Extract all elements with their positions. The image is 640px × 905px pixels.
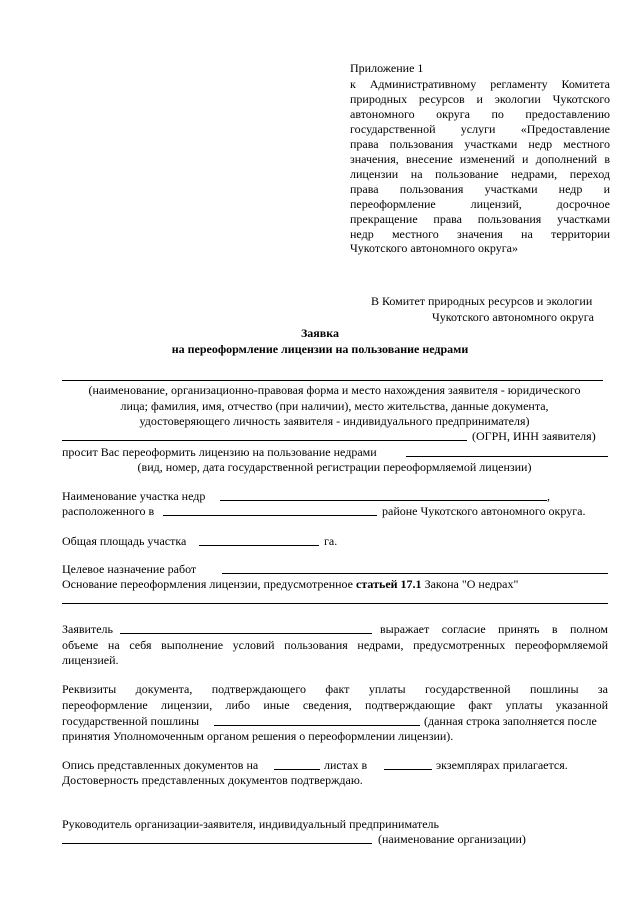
appendix-line: лицензии на пользование недрами, переход <box>350 167 610 181</box>
inventory-part-2: листах в <box>324 758 368 772</box>
area-field[interactable] <box>199 545 319 546</box>
inventory-part-1: Опись представленных документов на <box>62 758 259 772</box>
appendix-line: природных ресурсов и экологии Чукотского <box>350 92 610 106</box>
consent-line-2: объеме на себя выполнение условий пользования недрами, предусмотренных переоформляемой <box>62 638 608 652</box>
appendix-line: автономного округа по предоставлению <box>350 107 610 121</box>
area-label: Общая площадь участка <box>62 534 187 548</box>
payment-line-4: принятия Уполномоченным органом решения о переоформлении лицензии). <box>62 729 454 743</box>
appendix-line: значения, внесение изменений и дополнений в <box>350 152 610 166</box>
applicant-hint-1: (наименование, организационно-правовая форма и место нахождения заявителя - юридического <box>88 383 581 397</box>
license-hint: (вид, номер, дата государственной регистрации переоформляемой лицензии) <box>137 460 532 474</box>
applicant-hint-2: лица; фамилия, имя, отчество (при наличии), место жительства, данные документа, <box>120 399 549 413</box>
payment-line-2: переоформление лицензии, либо иные сведения, подтверждающие факт уплаты указанной <box>62 698 608 712</box>
organization-name-field[interactable] <box>62 843 372 844</box>
appendix-last-line: Чукотского автономного округа» <box>350 241 518 255</box>
site-name-label: Наименование участка недр <box>62 489 206 503</box>
appendix-line: права пользования участками недр местного <box>350 137 610 151</box>
basis-text-after: Закона "О недрах" <box>421 577 519 591</box>
request-text: просит Вас переоформить лицензию на пользование недрами <box>62 445 377 459</box>
site-name-field[interactable] <box>220 500 547 501</box>
area-unit: га. <box>324 534 338 548</box>
appendix-line: переоформление лицензий, досрочное <box>350 197 610 211</box>
applicant-name-field[interactable] <box>62 380 603 381</box>
site-location-end: районе Чукотского автономного округа. <box>382 504 586 518</box>
appendix-line: к Административному регламенту Комитета <box>350 77 610 91</box>
appendix-line: прекращение права пользования участками <box>350 212 610 226</box>
appendix-line: государственной услуги «Предоставление <box>350 122 610 136</box>
sheets-count-field[interactable] <box>274 769 320 770</box>
payment-field[interactable] <box>214 725 420 726</box>
payment-line-1: Реквизиты документа, подтверждающего факт уплаты государственной пошлины за <box>62 682 608 696</box>
document-subtitle: на переоформление лицензии на пользование недрами <box>171 342 469 356</box>
license-field[interactable] <box>406 456 608 457</box>
copies-count-field[interactable] <box>384 769 432 770</box>
consent-line-3: лицензией. <box>62 653 119 667</box>
inventory-confirm: Достоверность представленных документов подтверждаю. <box>62 773 363 787</box>
basis-text-before: Основание переоформления лицензии, предусмотренное <box>62 577 357 591</box>
basis-line <box>62 576 518 592</box>
payment-line-3-start: государственной пошлины <box>62 714 200 728</box>
consent-label: Заявитель <box>62 622 113 636</box>
site-name-end: , <box>547 489 550 503</box>
payment-line-3-end: (данная строка заполняется после <box>424 714 597 728</box>
document-title: Заявка <box>300 326 340 340</box>
applicant-hint-3: удостоверяющего личность заявителя - индивидуального предпринимателя) <box>139 414 530 428</box>
appendix-line: недр местного значения на территории <box>350 227 610 241</box>
consent-field[interactable] <box>120 633 372 634</box>
appendix-line: права пользования участками недр и <box>350 182 610 196</box>
appendix-title: Приложение 1 <box>350 61 424 75</box>
purpose-field[interactable] <box>222 573 608 574</box>
basis-field[interactable] <box>62 603 608 604</box>
purpose-label: Целевое назначение работ <box>62 562 197 576</box>
basis-article-link[interactable]: статьей 17.1 <box>356 577 422 591</box>
ogrn-hint: (ОГРН, ИНН заявителя) <box>472 429 596 443</box>
inventory-part-3: экземплярах прилагается. <box>436 758 568 772</box>
site-location-label: расположенного в <box>62 504 155 518</box>
ogrn-inn-field[interactable] <box>62 440 467 441</box>
addressee-line-1: В Комитет природных ресурсов и экологии <box>371 294 593 308</box>
consent-line-1-end: выражает согласие принять в полном <box>380 622 608 636</box>
site-location-field[interactable] <box>163 515 377 516</box>
organization-hint: (наименование организации) <box>378 832 526 846</box>
addressee-line-2: Чукотского автономного округа <box>432 310 594 324</box>
signature-label: Руководитель организации-заявителя, индивидуальный предприниматель <box>62 817 440 831</box>
